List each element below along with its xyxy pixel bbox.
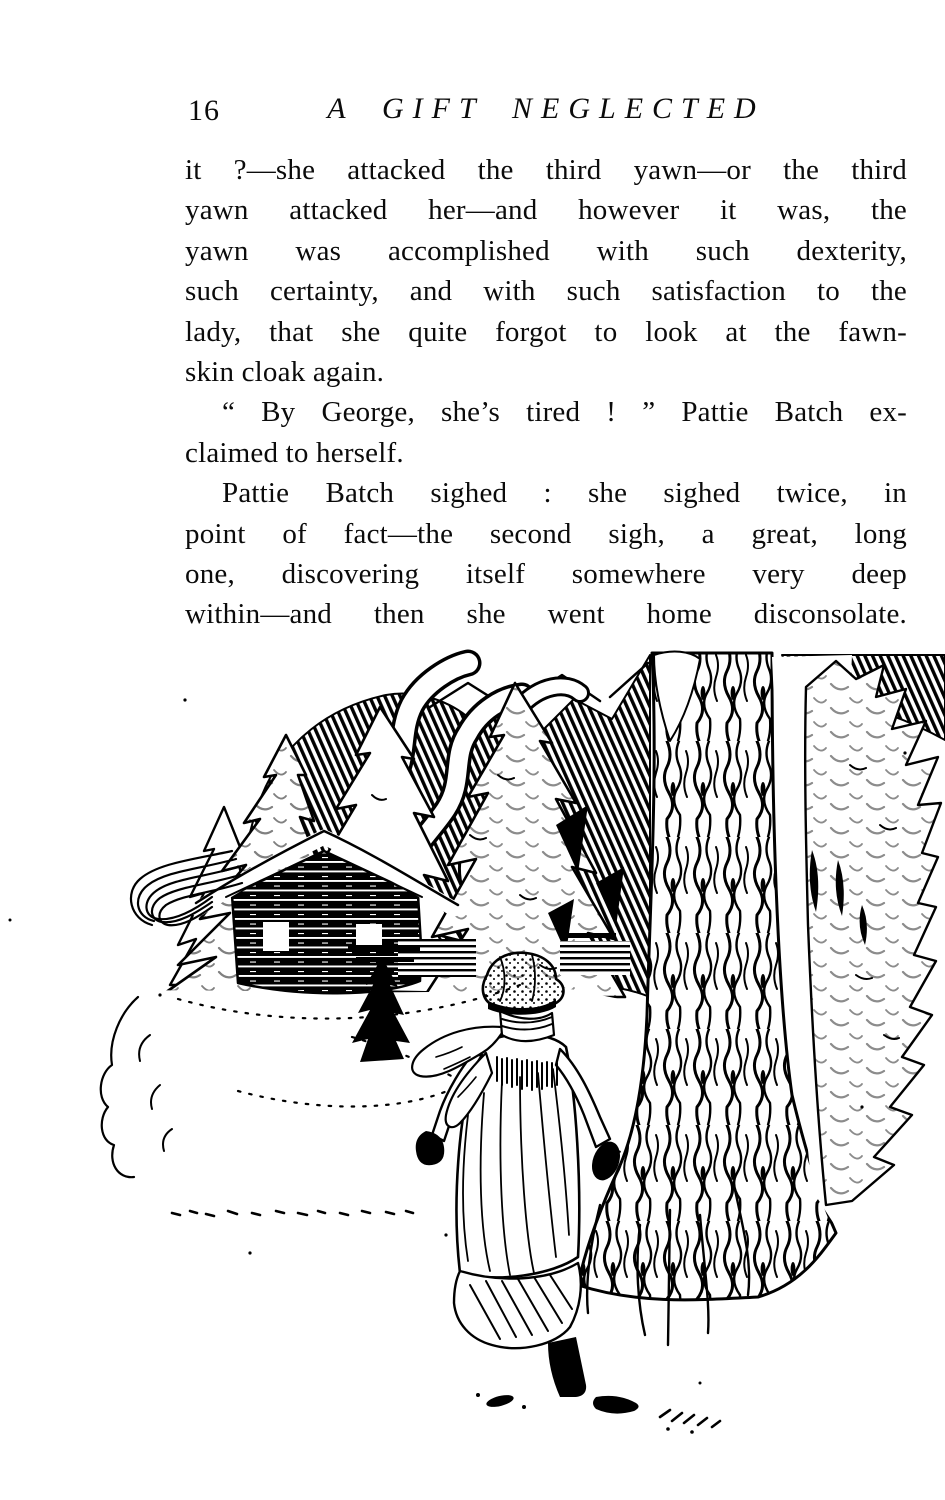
body-text: [185, 150, 907, 635]
text-line: one, discovering itself somewhere very deep: [185, 558, 907, 591]
text-line: claimed to herself.: [185, 436, 404, 469]
text-line: skin cloak again.: [185, 356, 385, 389]
cabin-window: [263, 922, 289, 951]
text-line: Pattie Batch sighed : she sighed twice, in: [222, 477, 907, 510]
text-line: yawn attacked her—and however it was, the: [185, 194, 907, 227]
text-line: “ By George, she’s tired ! ” Pattie Batch ex-: [222, 396, 907, 429]
text-line: lady, that she quite forgot to look at the fawn-: [185, 315, 907, 348]
running-header: A GIFT NEGLECTED: [327, 92, 765, 125]
text-line: yawn was accomplished with such dexterity,: [185, 234, 907, 267]
text-line: point of fact—the second sigh, a great, long: [185, 517, 907, 550]
illustration: [0, 645, 945, 1500]
text-line: it ?—she attacked the third yawn—or the third: [185, 154, 907, 186]
text-line: within—and then she went home disconsolate.: [185, 598, 907, 631]
text-line: such certainty, and with such satisfaction to the: [185, 275, 907, 308]
page-number: 16: [188, 94, 220, 127]
